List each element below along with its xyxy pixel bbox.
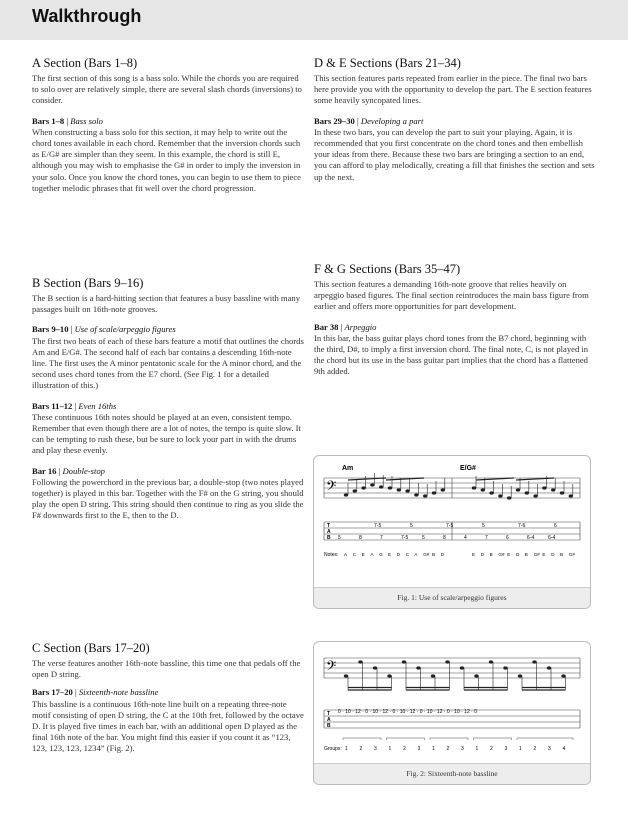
notehead xyxy=(561,674,565,677)
note-name: E xyxy=(361,552,365,557)
tab-letter: B xyxy=(327,723,331,729)
note-name: E xyxy=(472,552,476,557)
subhead-title: Even 16ths xyxy=(78,400,117,411)
notehead xyxy=(542,486,546,489)
scale-arpeggio-text: The first two beats of each of these bars feature a motif that outlines the chords Am and E/G#. The second half of each bar contains a descending 16th-note line. The first uses the A minor pentatonic scale for the A minor chord, and the second uses chord tones from the E7 chord. (See Fig. 1 for a detailed illustration of this.) xyxy=(32,335,304,391)
group-count: 3 xyxy=(461,746,464,752)
groups-label: Groups: xyxy=(324,746,342,752)
tab-number: 8 xyxy=(359,535,362,541)
developing-part-text: In these two bars, you can develop the part to suit your playing. Again, it is recommended that you first concentrate on the chord tones and then embellish your ideas from there. Because these two bars are bringing a section to an end, you can afford to play melodically, creating a fill that finishes the section and sets up the next. xyxy=(314,126,595,182)
group-count: 1 xyxy=(432,746,435,752)
tab-letter: B xyxy=(327,535,331,541)
notehead xyxy=(489,660,493,663)
tab-number: 6 xyxy=(554,523,557,529)
note-name: D xyxy=(551,552,555,557)
tab-number: 8 xyxy=(443,535,446,541)
tab-number: 7-5 xyxy=(374,523,382,529)
tab-number: 5 xyxy=(422,535,425,541)
notehead xyxy=(518,674,522,677)
note-name: E xyxy=(507,552,511,557)
fig2-noteheads xyxy=(344,660,566,690)
notehead xyxy=(344,674,348,677)
group-count: 3 xyxy=(548,746,551,752)
note-name: B xyxy=(560,552,564,557)
notehead xyxy=(414,493,418,496)
subhead-bars: Bars 9–10 xyxy=(32,324,69,335)
tab-letter: T xyxy=(327,711,331,717)
arpeggio-text: In this bar, the bass guitar plays chord tones from the B7 chord, beginning with the third, D#, to imply a first inversion chord. The final note, C, is not played in the chord but its use in the bass guitar part implies that the chord has a flattened 9th added. xyxy=(314,332,589,377)
section-fg-intro: This section features a demanding 16th-note groove that relies heavily on arpeggio based figures. The final section reintroduces the main bass figure from earlier and offers more opportunities for part development. xyxy=(314,279,589,312)
notehead xyxy=(361,486,365,489)
note-name: C xyxy=(352,552,357,557)
note-name: A xyxy=(414,552,418,557)
fig2-groups xyxy=(343,738,573,752)
bass-solo-text: When constructing a bass solo for this section, it may help to write out the chord tones available in each chord. Remember that the inversion chords such as E/G# are simpler than they seem. In this example, the chord is still E, although you may wish to emphasise the G# in order to imply the inversion in your solo. Once you know the chord tones, you can begin to use them to piece together melodic phrases that fit well over the chord progression. xyxy=(32,126,301,193)
subhead-title: Developing a part xyxy=(360,115,424,126)
tab-letter: A xyxy=(327,529,331,535)
section-a xyxy=(32,56,304,194)
section-c xyxy=(32,641,304,755)
section-fg xyxy=(314,262,596,378)
section-fg-heading: F & G Sections (Bars 35–47) xyxy=(314,262,461,276)
note-name: B xyxy=(489,552,493,557)
note-name: D xyxy=(396,552,401,557)
note-name: D xyxy=(440,552,445,557)
tab-number: 5 xyxy=(338,535,341,541)
fig1-notation xyxy=(314,456,590,588)
notehead xyxy=(516,488,520,491)
notehead xyxy=(551,488,555,491)
subhead-bars-11-12: Bars 11–12 | Even 16ths xyxy=(32,400,117,411)
notehead xyxy=(507,496,511,499)
note-name: G# xyxy=(498,552,505,557)
group-count: 2 xyxy=(446,746,450,752)
section-a-heading: A Section (Bars 1–8) xyxy=(32,56,138,70)
tab-letter: A xyxy=(327,717,331,723)
notehead xyxy=(344,493,348,496)
notehead xyxy=(370,483,374,486)
notehead xyxy=(445,660,449,663)
subhead-bars-17-20: Bars 17–20 | Sixteenth-note bassline xyxy=(32,687,159,698)
figure-1 xyxy=(313,455,591,609)
note-name: G# xyxy=(423,552,430,557)
notehead xyxy=(569,494,573,497)
notehead xyxy=(373,666,377,669)
notehead xyxy=(503,666,507,669)
subhead-bars: Bars 1–8 xyxy=(32,115,65,126)
section-de-intro: This section features parts repeated from earlier in the piece. The final two bars here provide you with the opportunity to develop the part. The E section features some heavily syncopated lines. xyxy=(314,73,592,106)
section-c-intro: The verse features another 16th-note bassline, this time one that pedals off the open D string. xyxy=(32,658,301,680)
note-name: D xyxy=(480,552,485,557)
tab-number: 6 xyxy=(506,535,509,541)
group-count: 2 xyxy=(533,746,537,752)
subhead-title: Bass solo xyxy=(70,115,103,126)
note-name: A xyxy=(344,552,348,557)
note-name: C xyxy=(405,552,409,557)
notehead xyxy=(532,660,536,663)
notehead xyxy=(460,666,464,669)
notehead xyxy=(431,674,435,677)
tab-number: 7 xyxy=(485,535,488,541)
notehead xyxy=(388,486,392,489)
fig2-notation xyxy=(314,642,590,764)
subhead-bar-16: Bar 16 | Double-stop xyxy=(32,465,105,476)
section-c-heading: C Section (Bars 17–20) xyxy=(32,641,150,655)
notehead xyxy=(405,489,409,492)
section-de-heading: D & E Sections (Bars 21–34) xyxy=(314,56,461,70)
fig1-tab-numbers xyxy=(338,523,557,541)
subhead-title: Arpeggio xyxy=(344,321,377,332)
tab-number: 5 xyxy=(482,523,485,529)
notehead xyxy=(560,491,564,494)
notehead xyxy=(432,491,436,494)
notehead xyxy=(498,494,502,497)
notehead xyxy=(472,486,476,489)
note-name: A xyxy=(370,552,374,557)
tab-number: 4 xyxy=(464,535,467,541)
group-bracket xyxy=(517,738,573,740)
section-a-intro: The first section of this song is a bass solo. While the chords you are required to solo over are relatively simple, there are several slash chords (inversions) to consider. xyxy=(32,73,302,106)
fig1-noteheads xyxy=(344,473,573,500)
bass-clef-icon: 𝄢 xyxy=(326,480,337,497)
sixteenth-bassline-text: This bassline is a continuous 16th-note line built on a repeating three-note motif consisting of open D string, the C at the 10th fret, followed by the octave D. It is played five times in each bar, with an additional open D played as the final 16th note of the bar. You might find this easier if you count it as “123, 123, 123, 123, 1234” (Fig. 2). xyxy=(32,698,304,754)
subhead-bars: Bar 38 xyxy=(314,321,339,332)
subhead-title: Use of scale/arpeggio figures xyxy=(74,324,176,335)
group-count: 1 xyxy=(345,746,348,752)
double-stop-text: Following the powerchord in the previous bar, a double-stop (two notes played together) is played in this bar. Together with the F# on the G string, you should play the open D string. This string should then continue to ring as you slide the F# downwards first to the E, then to the D. xyxy=(32,476,304,521)
subhead-bars: Bars 17–20 xyxy=(32,687,73,698)
note-name: B xyxy=(524,552,528,557)
group-bracket xyxy=(387,738,425,740)
subhead-bars-9-10: Bars 9–10 | Use of scale/arpeggio figures xyxy=(32,324,176,335)
note-name: G# xyxy=(533,552,540,557)
group-count: 2 xyxy=(403,746,406,752)
group-count: 3 xyxy=(504,746,508,752)
note-name: E xyxy=(388,552,392,557)
tab-number: 6-4 xyxy=(527,535,535,541)
notehead xyxy=(402,660,406,663)
notehead xyxy=(416,666,420,669)
notehead xyxy=(379,485,383,488)
group-count: 1 xyxy=(388,746,392,752)
tab-letter: T xyxy=(327,523,331,529)
fig1-note-names xyxy=(344,552,575,557)
group-count: 4 xyxy=(562,746,566,752)
subhead-bars: Bars 29–30 xyxy=(314,115,355,126)
group-count: 2 xyxy=(359,746,363,752)
fig1-caption: Fig. 1: Use of scale/arpeggio figures xyxy=(314,587,590,608)
fig2-tab-line: 0 · 10 · 12 · 0 · 10 · 12 · 0 · 10 · 12 · 0 · 10 · 12 · 0 · 10 · 12 · 0 xyxy=(338,709,477,715)
group-count: 1 xyxy=(519,746,522,752)
subhead-title: Sixteenth-note bassline xyxy=(78,687,159,698)
notehead xyxy=(387,674,391,677)
section-b-intro: The B section is a hard-hitting section that features a busy bassline with many passages built on 16th-note grooves. xyxy=(32,293,301,315)
note-name: E xyxy=(542,552,546,557)
notehead xyxy=(474,674,478,677)
bass-clef-icon: 𝄢 xyxy=(326,660,337,677)
note-name: D xyxy=(516,552,520,557)
notehead xyxy=(423,494,427,497)
subhead-bars: Bar 16 xyxy=(32,465,57,476)
group-count: 3 xyxy=(417,746,421,752)
note-name: B xyxy=(432,552,436,557)
chord-symbol-e-g-sharp: E/G# xyxy=(460,465,476,472)
tab-number: 6-4 xyxy=(548,535,556,541)
group-bracket xyxy=(430,738,468,740)
tab-number: 7-5 xyxy=(446,523,454,529)
fig2-caption: Fig. 2: Sixteenth-note bassline xyxy=(314,763,590,784)
section-b xyxy=(32,276,304,522)
tab-number: 7-5 xyxy=(401,535,409,541)
subhead-bars-1-8: Bars 1–8 | Bass solo xyxy=(32,115,103,126)
notes-label: Notes: xyxy=(324,552,339,558)
page-title: Walkthrough xyxy=(32,6,142,26)
notehead xyxy=(525,491,529,494)
subhead-bars: Bars 11–12 xyxy=(32,400,73,411)
group-count: 1 xyxy=(475,746,479,752)
notehead xyxy=(353,489,357,492)
notehead xyxy=(489,491,493,494)
tab-number: 5 xyxy=(410,523,413,529)
notehead xyxy=(547,666,551,669)
notehead xyxy=(481,488,485,491)
group-bracket xyxy=(343,738,381,740)
group-count: 3 xyxy=(374,746,377,752)
even-16ths-text: These continuous 16th notes should be played at an even, consistent tempo. Remember that even though there are a lot of notes, the tempo is quite slow. It can be tempting to rush these, but be sure to lock your part in with the drums and play these evenly. xyxy=(32,411,301,456)
subhead-bar-38: Bar 38 | Arpeggio xyxy=(314,321,377,332)
subhead-title: Double-stop xyxy=(62,465,105,476)
figure-2 xyxy=(313,641,591,785)
chord-symbol-am: Am xyxy=(342,465,354,472)
notehead xyxy=(441,488,445,491)
note-name: G xyxy=(379,552,383,557)
section-b-heading: B Section (Bars 9–16) xyxy=(32,276,144,290)
notehead xyxy=(397,488,401,491)
notehead xyxy=(358,660,362,663)
tab-number: 7 xyxy=(380,535,383,541)
group-bracket xyxy=(474,738,512,740)
section-de xyxy=(314,56,596,183)
subhead-bars-29-30: Bars 29–30 | Developing a part xyxy=(314,115,424,126)
tab-number: 7-6 xyxy=(518,523,526,529)
notehead xyxy=(533,494,537,497)
note-name: G# xyxy=(568,552,575,557)
group-count: 2 xyxy=(490,746,493,752)
